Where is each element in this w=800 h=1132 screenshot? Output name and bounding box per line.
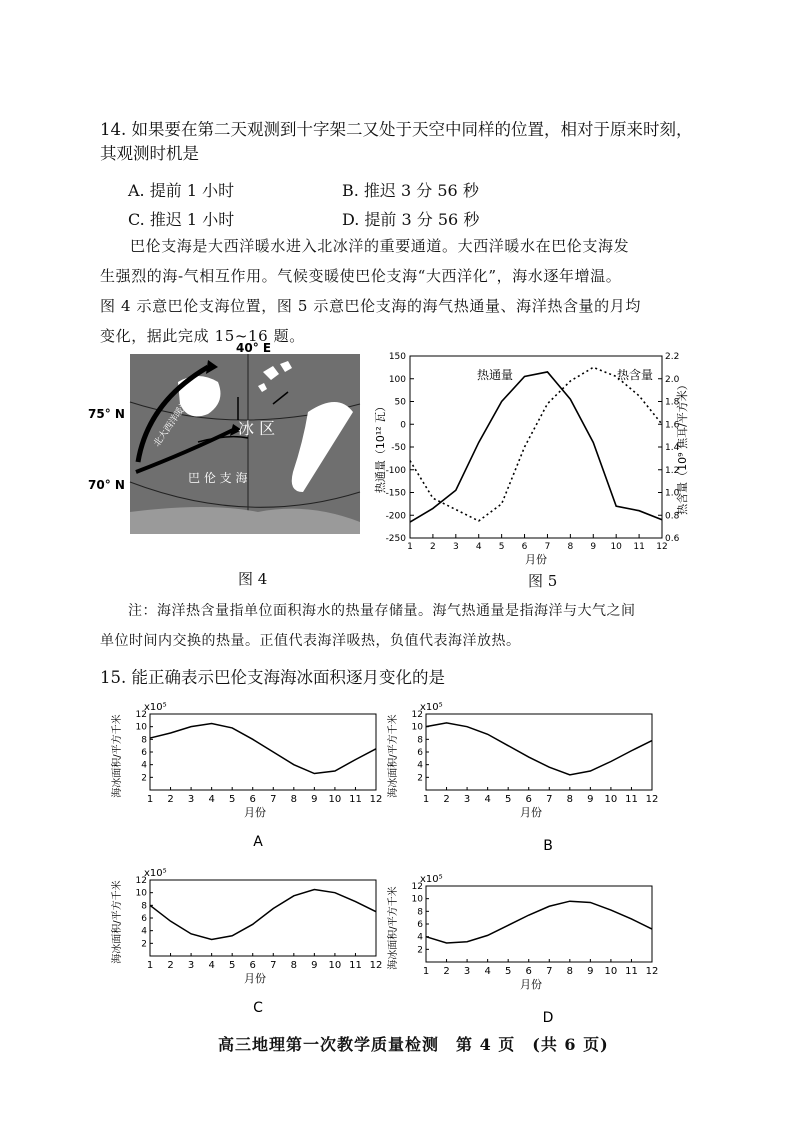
ice-x-tick-label: 2 [167, 794, 174, 805]
ice-x-tick-label: 1 [422, 966, 430, 977]
ice-y-tick-label: 2 [141, 773, 147, 784]
ice-scale-label: x10⁵ [144, 702, 167, 713]
ice-x-tick-label: 4 [208, 960, 215, 971]
ice-plot-frame [150, 880, 376, 956]
ice-y-tick-label: 12 [411, 710, 423, 720]
fig5-ylabel-right: 热含量（10⁹ 焦耳/平方米） [676, 379, 689, 515]
ice-y-tick-label: 10 [411, 722, 423, 733]
ice-x-tick-label: 12 [369, 794, 383, 805]
intro-line1: 巴伦支海是大西洋暖水进入北冰洋的重要通道。大西洋暖水在巴伦支海发 [130, 237, 630, 255]
ice-y-tick-label: 8 [417, 735, 423, 746]
ice-x-tick-label: 7 [270, 960, 277, 971]
ice-x-tick-label: 9 [311, 960, 318, 971]
fig5-x-tick-label: 1 [407, 542, 413, 552]
intro-line3: 图 4 示意巴伦支海位置，图 5 示意巴伦支海的海气热通量、海洋热含量的月均 [100, 297, 641, 315]
ice-y-tick-label: 6 [141, 914, 147, 924]
ice-x-tick-label: 7 [270, 794, 277, 805]
fig5-plot-frame [410, 356, 662, 538]
fig5-series-label-content: 热含量 [617, 368, 654, 382]
fig5-left-tick-label: 0 [400, 420, 406, 431]
fig5-left-tick-label: -250 [385, 534, 406, 544]
ice-x-tick-label: 8 [566, 966, 574, 977]
fig5-x-tick-label: 5 [498, 542, 505, 552]
ice-option-letter: A [253, 834, 263, 850]
ice-x-tick-label: 8 [566, 794, 574, 805]
fig4-caption: 图 4 [238, 570, 268, 588]
fig5-series-label-flux: 热通量 [477, 368, 514, 382]
ice-scale-label: x10⁵ [420, 702, 443, 713]
barents-sea-map [88, 342, 368, 542]
fig5-x-tick-label: 3 [452, 542, 459, 552]
ice-x-tick-label: 6 [525, 966, 532, 977]
q14-option-d[interactable]: D. 提前 3 分 56 秒 [342, 210, 480, 229]
fig5-left-tick-label: 50 [394, 397, 406, 408]
ice-area-line [426, 901, 652, 943]
ice-y-tick-label: 12 [411, 882, 423, 892]
fig5-right-tick-label: 1.0 [665, 488, 680, 499]
fig5-left-tick-label: -150 [385, 488, 406, 499]
ice-x-tick-label: 10 [604, 966, 618, 977]
ice-y-tick-label: 4 [417, 932, 423, 943]
ice-x-tick-label: 9 [311, 794, 318, 805]
fig5-x-tick-label: 9 [590, 542, 597, 552]
ice-chart-a[interactable] [106, 694, 396, 854]
ice-ylabel: 海冰面积/平方千米 [112, 880, 123, 964]
ice-x-tick-label: 2 [443, 966, 450, 977]
ice-y-tick-label: 10 [411, 894, 423, 905]
fig5-left-tick-label: -100 [385, 465, 406, 476]
ice-y-tick-label: 12 [135, 710, 147, 720]
fig5-right-tick-label: 2.0 [665, 374, 680, 385]
ice-xlabel: 月份 [520, 806, 542, 819]
ice-y-tick-label: 2 [141, 939, 147, 950]
ice-x-tick-label: 3 [187, 794, 195, 805]
ice-y-tick-label: 6 [417, 748, 423, 758]
ice-x-tick-label: 2 [167, 960, 174, 971]
map-ice-label: 冰 区 [238, 419, 276, 438]
fig5-right-tick-label: 1.4 [665, 443, 680, 453]
fig5-left-tick-label: 100 [388, 374, 406, 385]
ice-xlabel: 月份 [520, 978, 542, 991]
ice-area-line [150, 724, 376, 774]
ice-x-tick-label: 5 [228, 794, 236, 805]
ice-x-tick-label: 12 [369, 960, 383, 971]
ice-x-tick-label: 1 [422, 794, 430, 805]
ice-xlabel: 月份 [244, 972, 266, 985]
ice-x-tick-label: 4 [484, 966, 491, 977]
fig5-x-tick-label: 8 [567, 542, 574, 552]
ice-option-letter: B [543, 838, 553, 854]
fig5-right-tick-label: 0.8 [665, 511, 680, 522]
q14-stem-line1: 14. 如果要在第二天观测到十字架二又处于天空中同样的位置，相对于原来时刻， [100, 120, 693, 139]
ice-x-tick-label: 6 [525, 794, 532, 805]
fig5-ylabel-left: 热通量（10¹² 瓦） [374, 400, 387, 494]
intro-line2: 生强烈的海-气相互作用。气候变暖使巴伦支海“大西洋化”，海水逐年增温。 [100, 267, 622, 285]
q14-stem [100, 118, 700, 166]
fig5-right-tick-label: 1.8 [665, 397, 680, 408]
ice-x-tick-label: 5 [228, 960, 236, 971]
ice-area-line [150, 890, 376, 940]
ice-y-tick-label: 12 [135, 876, 147, 886]
ice-x-tick-label: 10 [328, 794, 342, 805]
ice-x-tick-label: 11 [625, 966, 638, 977]
ice-x-tick-label: 7 [546, 794, 553, 805]
intro-line4: 变化，据此完成 15~16 题。 [100, 327, 305, 345]
fig5-right-tick-label: 2.2 [665, 352, 680, 362]
ice-y-tick-label: 10 [135, 888, 147, 899]
ice-x-tick-label: 10 [328, 960, 342, 971]
q14-option-a[interactable]: A. 提前 1 小时 [128, 181, 235, 200]
map-lon-label: 40° E [236, 342, 272, 355]
ice-area-line [426, 723, 652, 775]
ice-x-tick-label: 10 [604, 794, 618, 805]
ice-x-tick-label: 3 [463, 794, 471, 805]
fig5-heat-flux-line [410, 372, 662, 522]
ice-y-tick-label: 2 [417, 945, 423, 956]
note-line1: 注：海洋热含量指单位面积海水的热量存储量。海气热通量是指海洋与大气之间 [128, 603, 636, 619]
ice-x-tick-label: 3 [187, 960, 195, 971]
ice-x-tick-label: 9 [587, 966, 594, 977]
ice-chart-d[interactable] [382, 866, 682, 1032]
fig5-left-tick-label: -50 [391, 443, 406, 453]
ice-x-tick-label: 8 [290, 794, 298, 805]
ice-x-tick-label: 5 [504, 794, 512, 805]
fig5-xlabel: 月份 [525, 553, 547, 566]
fig5-x-tick-label: 2 [430, 542, 436, 552]
ice-ylabel: 海冰面积/平方千米 [388, 886, 399, 970]
ice-x-tick-label: 1 [146, 960, 154, 971]
fig5-x-tick-label: 11 [633, 542, 645, 552]
q14-stem-line2: 其观测时机是 [100, 144, 199, 163]
ice-x-tick-label: 4 [208, 794, 215, 805]
ice-chart-b[interactable] [382, 694, 682, 860]
ice-x-tick-label: 9 [587, 794, 594, 805]
ice-x-tick-label: 12 [645, 794, 659, 805]
fig5-left-tick-label: 150 [388, 352, 406, 362]
ice-x-tick-label: 1 [146, 794, 154, 805]
ice-x-tick-label: 11 [349, 794, 362, 805]
ice-option-letter: D [542, 1010, 554, 1026]
map-lat75-label: 75° N [88, 407, 125, 421]
ice-y-tick-label: 8 [417, 907, 423, 918]
ice-y-tick-label: 10 [135, 722, 147, 733]
ice-y-tick-label: 8 [141, 901, 147, 912]
ice-plot-frame [150, 714, 376, 790]
ice-plot-frame [426, 886, 652, 962]
ice-y-tick-label: 6 [417, 920, 423, 930]
ice-y-tick-label: 6 [141, 748, 147, 758]
ice-y-tick-label: 4 [417, 760, 423, 771]
map-sea-label: 巴 伦 支 海 [188, 471, 248, 485]
fig5-right-tick-label: 0.6 [665, 534, 680, 544]
fig5-x-tick-label: 10 [610, 542, 622, 552]
ice-x-tick-label: 5 [504, 966, 512, 977]
ice-x-tick-label: 12 [645, 966, 659, 977]
fig5-right-tick-label: 1.2 [665, 465, 680, 476]
ice-ylabel: 海冰面积/平方千米 [388, 714, 399, 798]
intro-paragraph [100, 231, 700, 351]
fig5-x-tick-label: 6 [521, 542, 528, 552]
ice-x-tick-label: 6 [249, 960, 256, 971]
fig5-right-tick-label: 1.6 [665, 420, 680, 431]
ice-x-tick-label: 7 [546, 966, 553, 977]
fig5-left-tick-label: -200 [385, 511, 406, 522]
ice-x-tick-label: 4 [484, 794, 491, 805]
page-footer: 高三地理第一次教学质量检测 第 4 页 (共 6 页) [218, 1035, 609, 1054]
fig5-chart [372, 346, 692, 568]
ice-y-tick-label: 8 [141, 735, 147, 746]
fig5-caption: 图 5 [528, 572, 558, 590]
q15-stem: 15. 能正确表示巴伦支海海冰面积逐月变化的是 [100, 668, 445, 687]
ice-y-tick-label: 4 [141, 926, 147, 937]
ice-xlabel: 月份 [244, 806, 266, 819]
ice-x-tick-label: 11 [349, 960, 362, 971]
ice-x-tick-label: 8 [290, 960, 298, 971]
ice-y-tick-label: 4 [141, 760, 147, 771]
note-paragraph [100, 596, 718, 656]
ice-scale-label: x10⁵ [420, 874, 443, 885]
fig5-x-tick-label: 4 [475, 542, 482, 552]
fig5-heat-content-line [410, 367, 662, 521]
ice-y-tick-label: 2 [417, 773, 423, 784]
ice-option-letter: C [253, 1000, 263, 1016]
q14-option-c[interactable]: C. 推迟 1 小时 [128, 210, 235, 229]
fig5-x-tick-label: 12 [656, 542, 668, 552]
ice-x-tick-label: 3 [463, 966, 471, 977]
note-line2: 单位时间内交换的热量。正值代表海洋吸热，负值代表海洋放热。 [100, 633, 521, 649]
ice-x-tick-label: 2 [443, 794, 450, 805]
ice-chart-c[interactable] [106, 860, 396, 1020]
ice-ylabel: 海冰面积/平方千米 [112, 714, 123, 798]
map-current-label: 北大西洋暖流 [152, 398, 192, 449]
q14-option-b[interactable]: B. 推迟 3 分 56 秒 [342, 181, 479, 200]
map-lat70-label: 70° N [88, 478, 125, 492]
fig5-x-tick-label: 7 [544, 542, 551, 552]
ice-x-tick-label: 11 [625, 794, 638, 805]
ice-x-tick-label: 6 [249, 794, 256, 805]
ice-scale-label: x10⁵ [144, 868, 167, 879]
